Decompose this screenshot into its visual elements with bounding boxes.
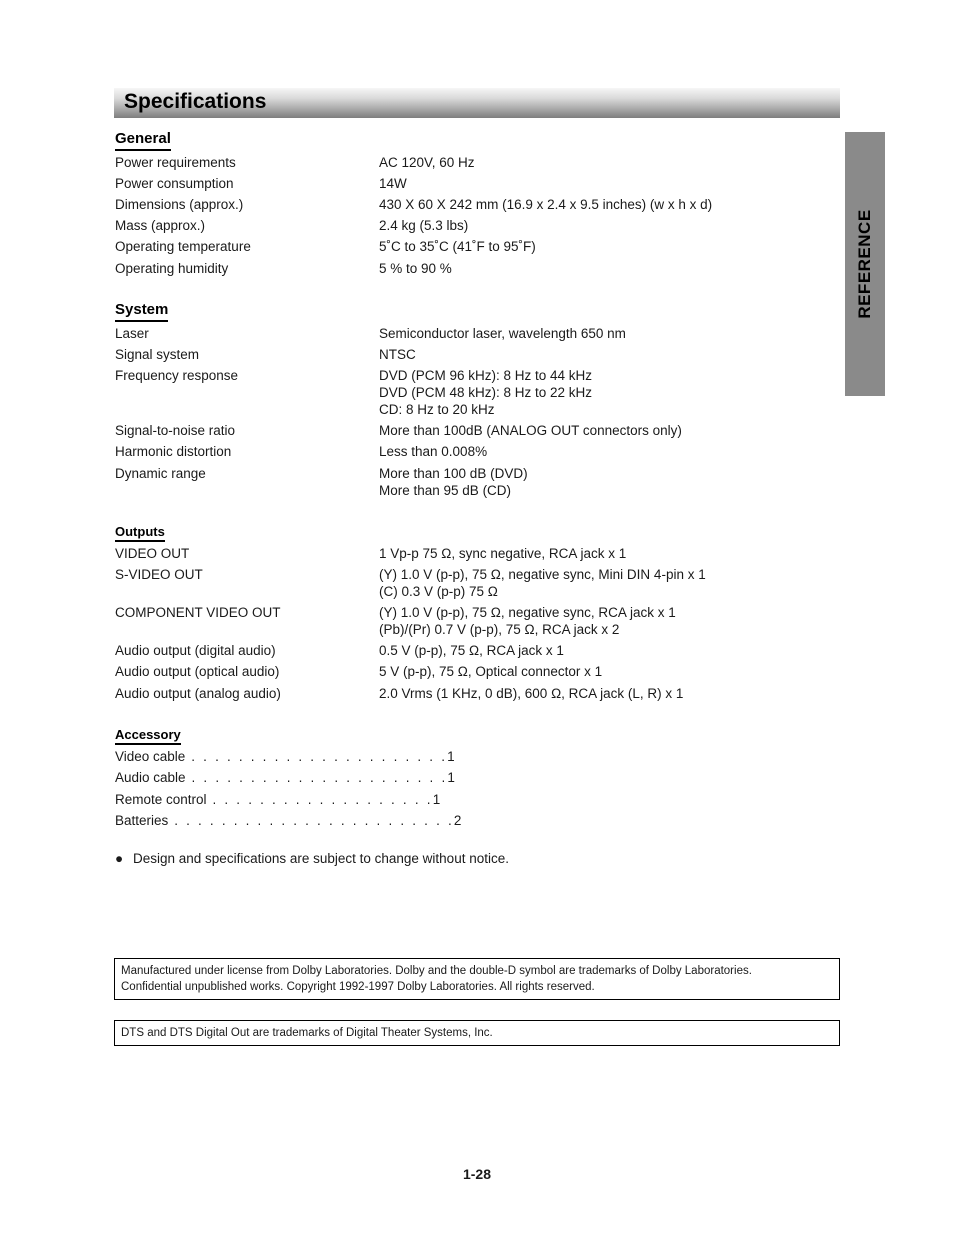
accessory-item [115, 748, 455, 765]
page-title: Specifications [124, 90, 267, 113]
leader-dots: . . . . . . . . . . . . . . . . . . . . . . [185, 770, 448, 785]
spec-value: DVD (PCM 96 kHz): 8 Hz to 44 kHz DVD (PCM 48 kHz): 8 Hz to 22 kHz CD: 8 Hz to 20 kHz [379, 368, 593, 417]
system-heading: System [115, 302, 168, 322]
spec-value: 2.0 Vrms (1 KHz, 0 dB), 600 Ω, RCA jack (L, R) x 1 [379, 686, 684, 701]
dts-notice-text: DTS and DTS Digital Out are trademarks of Digital Theater Systems, Inc. [121, 1027, 493, 1039]
spec-value: 1 Vp-p 75 Ω, sync negative, RCA jack x 1 [379, 546, 627, 561]
spec-change-note [115, 850, 509, 867]
spec-label: Signal-to-noise ratio [115, 423, 236, 438]
spec-value: NTSC [379, 347, 416, 362]
accessory-label: Video cable [115, 749, 186, 764]
spec-value: 14W [379, 176, 407, 191]
accessory-item [115, 769, 455, 786]
accessory-label: Audio cable [115, 770, 186, 785]
dolby-notice-line: Manufactured under license from Dolby Laboratories. Dolby and the double-D symbol are trademarks of Dolby Laboratories. [121, 965, 752, 977]
section-tab-label: REFERENCE [855, 209, 874, 319]
leader-dots: . . . . . . . . . . . . . . . . . . . . . . . . [168, 813, 454, 828]
spec-label: Laser [115, 326, 149, 341]
spec-label: S-VIDEO OUT [115, 567, 203, 582]
leader-dots: . . . . . . . . . . . . . . . . . . . . . . [185, 749, 448, 764]
dts-notice-box [114, 1020, 840, 1046]
spec-label: Operating temperature [115, 239, 251, 254]
spec-value: Semiconductor laser, wavelength 650 nm [379, 326, 626, 341]
accessory-label: Remote control [115, 792, 207, 807]
spec-label: Dynamic range [115, 466, 206, 481]
note-text: Design and specifications are subject to change without notice. [133, 851, 509, 866]
leader-dots: . . . . . . . . . . . . . . . . . . . [206, 792, 433, 807]
spec-value: AC 120V, 60 Hz [379, 155, 475, 170]
spec-label: VIDEO OUT [115, 546, 190, 561]
outputs-heading: Outputs [115, 525, 165, 542]
spec-value: Less than 0.008% [379, 444, 488, 459]
bullet-icon: ● [115, 851, 124, 866]
spec-label: Power requirements [115, 155, 236, 170]
accessory-item [115, 812, 462, 829]
dolby-notice-line: Confidential unpublished works. Copyright 1992-1997 Dolby Laboratories. All rights reserved. [121, 981, 595, 993]
spec-value: (Y) 1.0 V (p-p), 75 Ω, negative sync, RCA jack x 1 (Pb)/(Pr) 0.7 V (p-p), 75 Ω, RCA jack x 2 [379, 605, 676, 637]
spec-value: More than 100 dB (DVD) More than 95 dB (CD) [379, 466, 528, 498]
spec-label: Audio output (digital audio) [115, 643, 276, 658]
accessory-qty: 1 [447, 749, 455, 764]
title-bar [114, 88, 840, 118]
accessory-qty: 1 [447, 770, 455, 785]
spec-label: Frequency response [115, 368, 239, 383]
spec-label: Mass (approx.) [115, 218, 206, 233]
spec-label: Operating humidity [115, 261, 229, 276]
spec-label: Audio output (optical audio) [115, 664, 280, 679]
section-tab-reference [845, 132, 885, 396]
accessory-heading: Accessory [115, 728, 181, 745]
general-heading: General [115, 131, 171, 151]
accessory-item [115, 791, 441, 808]
spec-value: 2.4 kg (5.3 lbs) [379, 218, 469, 233]
spec-value: 5 V (p-p), 75 Ω, Optical connector x 1 [379, 664, 603, 679]
accessory-qty: 1 [432, 792, 441, 807]
spec-label: Audio output (analog audio) [115, 686, 281, 701]
accessory-label: Batteries [115, 813, 169, 828]
spec-label: Signal system [115, 347, 200, 362]
dolby-notice-box [114, 958, 840, 1000]
spec-value: 5 % to 90 % [379, 261, 452, 276]
spec-label: COMPONENT VIDEO OUT [115, 605, 281, 620]
spec-label: Harmonic distortion [115, 444, 232, 459]
spec-label: Power consumption [115, 176, 234, 191]
spec-value: (Y) 1.0 V (p-p), 75 Ω, negative sync, Mini DIN 4-pin x 1 (C) 0.3 V (p-p) 75 Ω [379, 567, 706, 599]
spec-label: Dimensions (approx.) [115, 197, 244, 212]
page-number: 1-28 [462, 1166, 492, 1182]
spec-value: More than 100dB (ANALOG OUT connectors only) [379, 423, 682, 438]
spec-value: 430 X 60 X 242 mm (16.9 x 2.4 x 9.5 inches) (w x h x d) [379, 197, 713, 212]
accessory-qty: 2 [453, 813, 462, 828]
spec-value: 0.5 V (p-p), 75 Ω, RCA jack x 1 [379, 643, 564, 658]
spec-value: 5˚C to 35˚C (41˚F to 95˚F) [379, 239, 536, 254]
